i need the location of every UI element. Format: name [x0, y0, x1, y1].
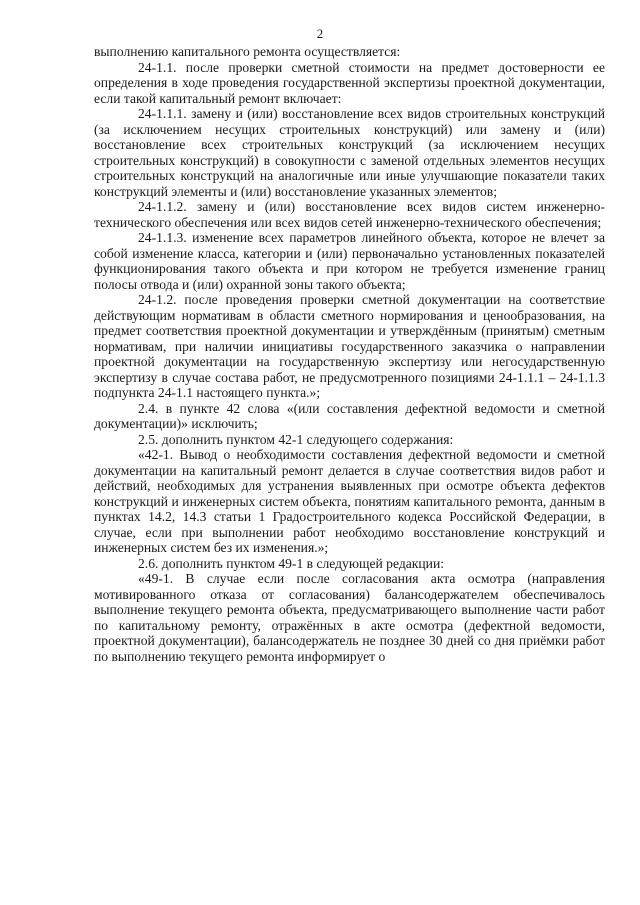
- paragraph-24-1-1-1: 24-1.1.1. замену и (или) восстановление всех видов строительных конструкций (за исключением несущих строительных конструкций) или замену и (или) восстановление всех строительных конструкций (за исключением несущих строительных конструкций) в совокупности с заменой отдельных элементов несущих строительных конструкций на аналогичные или иные улучшающие показатели таких конструкций элементы и (или) восстановление указанных элементов;: [94, 106, 605, 199]
- paragraph-2-6: 2.6. дополнить пунктом 49-1 в следующей редакции:: [138, 555, 444, 571]
- paragraph-2-5: 2.5. дополнить пунктом 42-1 следующего содержания:: [138, 431, 454, 447]
- paragraph-24-1-2: 24-1.2. после проведения проверки сметной документации на соответствие действующим нормативам в области сметного нормирования и ценообразования, на предмет соответствия проектной документации и утверждённым (принятым) сметным нормативам, при наличии инициативы государственного заказчика о направлении проектной документации на государственную экспертизу или негосударственную экспертизу в случае состава работ, не предусмотренного позициями 24-1.1.1 – 24-1.1.3 подпункта 24-1.1 настоящего пункта.»;: [94, 292, 605, 400]
- page-number: 2: [316, 26, 324, 41]
- document-body: [94, 44, 605, 664]
- paragraph-2-4: 2.4. в пункте 42 слова «(или составления дефектной ведомости и сметной документации)» исключить;: [94, 400, 605, 431]
- paragraph-24-1-1: 24-1.1. после проверки сметной стоимости на предмет достоверности ее определения в ходе проведения государственной экспертизы проектной документации, если такой капитальный ремонт включает:: [94, 59, 605, 106]
- paragraph-intro: выполнению капитального ремонта осуществляется:: [94, 44, 401, 59]
- paragraph-24-1-1-3: 24-1.1.3. изменение всех параметров линейного объекта, которое не влечет за собой изменение класса, категории и (или) первоначально установленных показателей функционирования такого объекта и при котором не требуется изменение границ полосы отвода и (или) охранной зоны такого объекта;: [94, 230, 605, 292]
- paragraph-24-1-1-2: 24-1.1.2. замену и (или) восстановление всех видов систем инженерно-технического обеспечения или всех видов сетей инженерно-технического обеспечения;: [94, 199, 605, 230]
- paragraph-42-1: «42-1. Вывод о необходимости составления дефектной ведомости и сметной документации на капитальный ремонт делается в случае соответствия видов работ и действий, необходимых для устранения выявленных при осмотре объекта дефектов конструкций и инженерных систем объекта, понятиям капитального ремонта, данным в пунктах 14.2, 14.3 статьи 1 Градостроительного кодекса Российской Федерации, в случае, если при выполнении работ необходимо восстановление конструкций и инженерных систем без их изменения.»;: [94, 447, 605, 555]
- paragraph-49-1: «49-1. В случае если после согласования акта осмотра (направления мотивированного отказа от согласования) балансодержателем обеспечивалось выполнение текущего ремонта объекта, предусматривающего выполнение части работ по капитальному ремонту, отражённых в акте осмотра (дефектной ведомости, проектной документации), балансодержатель не позднее 30 дней со дня приёмки работ по выполнению текущего ремонта информирует о: [94, 571, 605, 664]
